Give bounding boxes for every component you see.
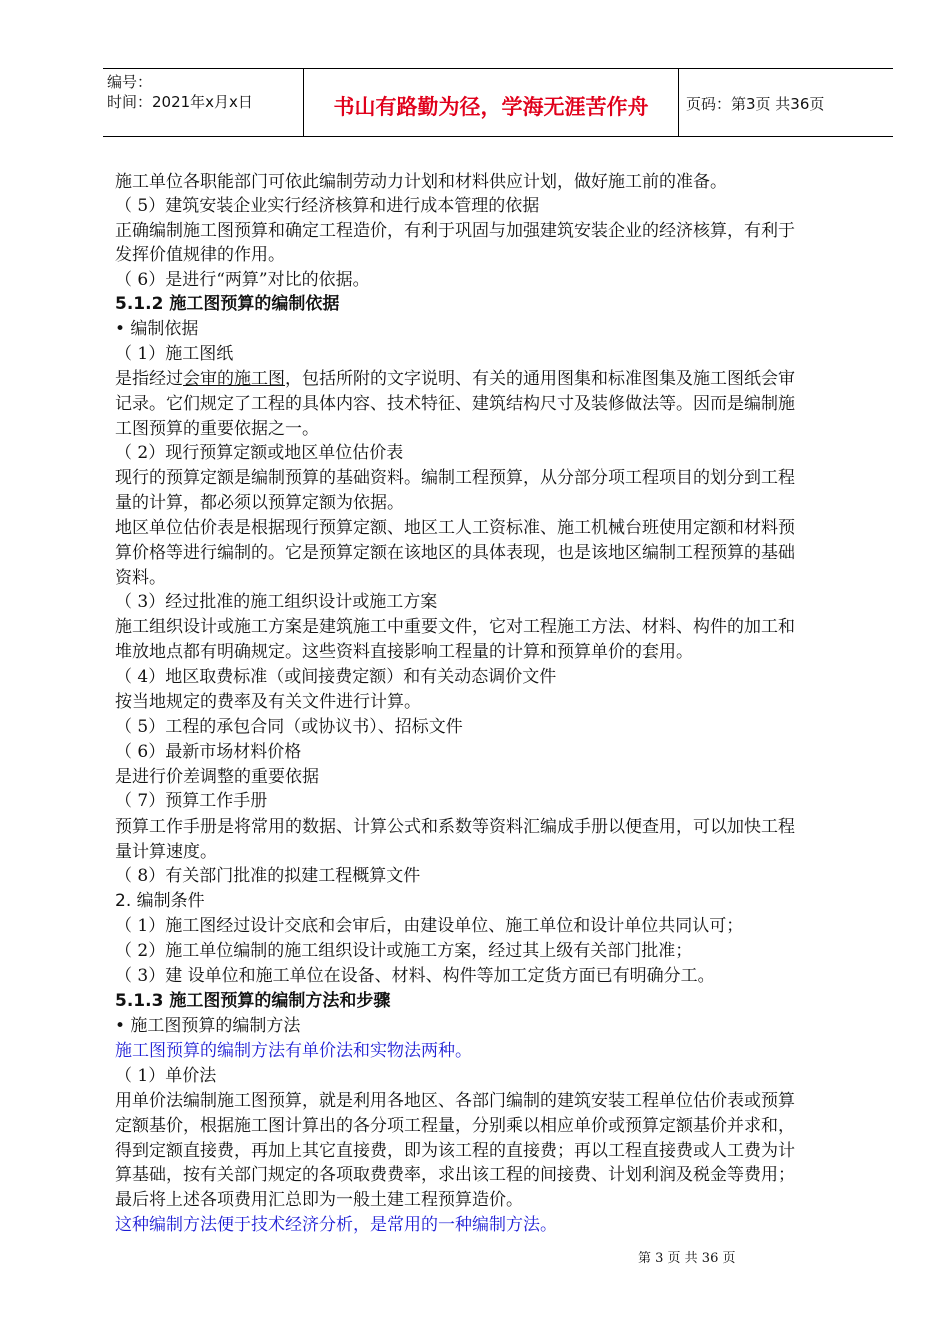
body-line: 是进行价差调整的重要依据 <box>115 767 319 787</box>
number-label: 编号： <box>107 73 153 91</box>
body-line: 按当地规定的费率及有关文件进行计算。 <box>115 692 421 712</box>
body-line: （ 1）单价法 <box>115 1066 217 1086</box>
header-motto-cell <box>303 69 679 136</box>
body-line: （ 5）建筑安装企业实行经济核算和进行成本管理的依据 <box>115 196 540 216</box>
page-footer: 第 3 页 共 36 页 <box>638 1251 736 1266</box>
body-line: （ 8）有关部门批准的拟建工程概算文件 <box>115 866 421 886</box>
text-segment: ，包括所附的文字说明、有关的通用图集和标准图集及施工图纸会审 <box>285 369 795 389</box>
document-header <box>103 68 893 137</box>
section-heading: 5.1.2 施工图预算的编制依据 <box>115 294 340 314</box>
body-line: 现行的预算定额是编制预算的基础资料。编制工程预算，从分部分项工程项目的划分到工程 <box>115 468 795 488</box>
body-line: 最后将上述各项费用汇总即为一般土建工程预算造价。 <box>115 1190 523 1210</box>
body-line: （ 6）最新市场材料价格 <box>115 742 302 762</box>
section-heading: 5.1.3 施工图预算的编制方法和步骤 <box>115 991 391 1011</box>
body-line: 得到定额直接费，再加上其它直接费，即为该工程的直接费；再以工程直接费或人工费为计 <box>115 1141 795 1161</box>
motto: 书山有路勤为径，学海无涯苦作舟 <box>333 94 649 119</box>
body-line: 这种编制方法便于技术经济分析，是常用的一种编制方法。 <box>115 1215 557 1235</box>
body-line: （ 7）预算工作手册 <box>115 791 268 811</box>
body-line: （ 2）施工单位编制的施工组织设计或施工方案，经过其上级有关部门批准； <box>115 941 693 961</box>
header-page-cell <box>678 69 893 136</box>
bullet-item: • 施工图预算的编制方法 <box>115 1016 301 1036</box>
body-line: （ 6）是进行“两算”对比的依据。 <box>115 270 370 290</box>
body-line: 资料。 <box>115 568 166 588</box>
body-line: 堆放地点都有明确规定。这些资料直接影响工程量的计算和预算单价的套用。 <box>115 642 693 662</box>
body-line: 量计算速度。 <box>115 842 217 862</box>
body-line: （ 2）现行预算定额或地区单位估价表 <box>115 443 404 463</box>
bullet-item: • 编制依据 <box>115 319 199 339</box>
body-line: 施工单位各职能部门可依此编制劳动力计划和材料供应计划，做好施工前的准备。 <box>115 172 727 192</box>
body-line: 正确编制施工图预算和确定工程造价，有利于巩固与加强建筑安装企业的经济核算，有利于 <box>115 221 795 241</box>
body-line: （ 3）建 设单位和施工单位在设备、材料、构件等加工定货方面已有明确分工。 <box>115 966 715 986</box>
body-line: 2. 编制条件 <box>115 891 205 911</box>
body-line: 算基础，按有关部门规定的各项取费费率，求出该工程的间接费、计划利润及税金等费用； <box>115 1165 795 1185</box>
body-line <box>115 367 795 391</box>
body-line: （ 1）施工图纸 <box>115 344 234 364</box>
body-line: 预算工作手册是将常用的数据、计算公式和系数等资料汇编成手册以便查用，可以加快工程 <box>115 817 795 837</box>
body-line: 地区单位估价表是根据现行预算定额、地区工人工资标准、施工机械台班使用定额和材料预 <box>115 518 795 538</box>
body-line: 定额基价，根据施工图计算出的各分项工程量，分别乘以相应单价或预算定额基价并求和， <box>115 1116 795 1136</box>
page-label: 页码：第3页 共36页 <box>686 95 825 113</box>
body-line: 算价格等进行编制的。它是预算定额在该地区的具体表现，也是该地区编制工程预算的基础 <box>115 543 795 563</box>
body-line: 工图预算的重要依据之一。 <box>115 419 319 439</box>
body-line: （ 4）地区取费标准（或间接费定额）和有关动态调价文件 <box>115 667 557 687</box>
body-line: 施工图预算的编制方法有单价法和实物法两种。 <box>115 1041 472 1061</box>
time-label: 时间：2021年x月x日 <box>107 93 253 111</box>
body-line: （ 3）经过批准的施工组织设计或施工方案 <box>115 592 438 612</box>
body-line: 用单价法编制施工图预算，就是利用各地区、各部门编制的建筑安装工程单位估价表或预算 <box>115 1091 795 1111</box>
body-line: 记录。它们规定了工程的具体内容、技术特征、建筑结构尺寸及装修做法等。因而是编制施 <box>115 394 795 414</box>
body-line: 量的计算，都必须以预算定额为依据。 <box>115 493 404 513</box>
text-segment: 是指经过 <box>115 369 183 389</box>
body-line: （ 5）工程的承包合同（或协议书）、招标文件 <box>115 717 463 737</box>
header-meta-cell <box>103 69 303 136</box>
underlined-term: 会审的施工图 <box>183 369 285 389</box>
body-line: 施工组织设计或施工方案是建筑施工中重要文件，它对工程施工方法、材料、构件的加工和 <box>115 617 795 637</box>
body-line: 发挥价值规律的作用。 <box>115 245 285 265</box>
body-line: （ 1）施工图经过设计交底和会审后，由建设单位、施工单位和设计单位共同认可； <box>115 916 744 936</box>
